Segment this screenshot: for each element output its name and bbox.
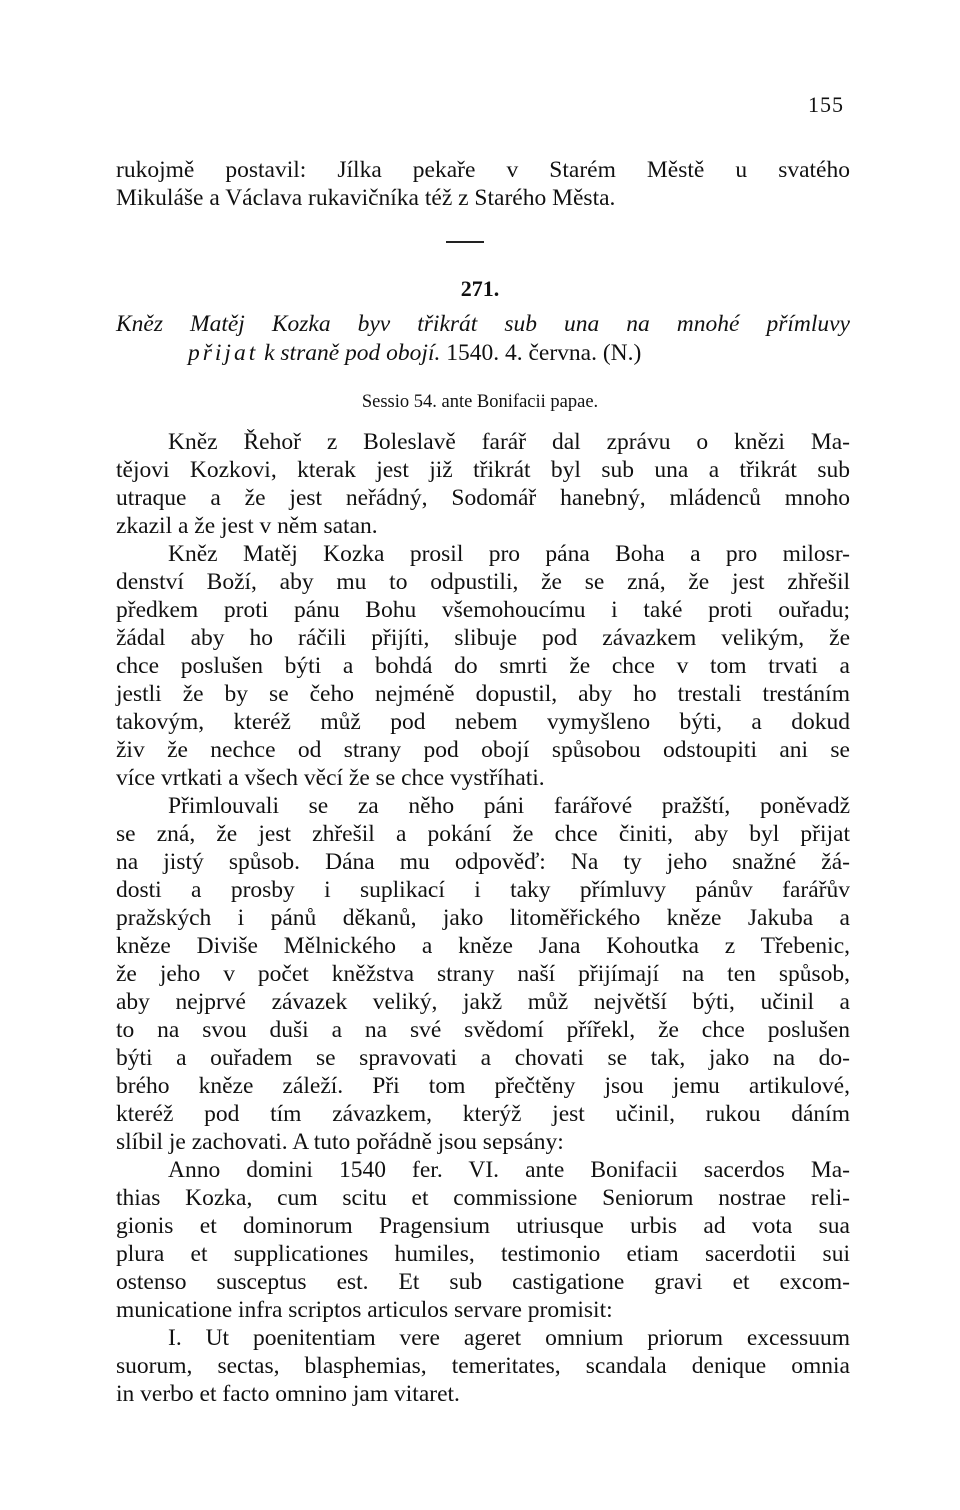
text-line: Kněz Matěj Kozka prosil pro pána Boha a pro milosr- [168,541,850,567]
text-line: že jeho v počet kněžstva strany naší přijímají na ten spůsob, [116,961,850,987]
intro-paragraph [116,156,850,212]
text-line: kněze Diviše Mělnického a kněze Jana Kohoutka z Třebenic, [116,933,850,959]
text-line: na jistý spůsob. Dána mu odpověď: Na ty jeho snažné žá- [116,849,850,875]
text-line: rukojmě postavil: Jílka pekaře v Starém Městě u svatého [116,157,850,183]
text-line: tějovi Kozkovi, kterak jest již třikrát byl sub una a třikrát sub [116,457,850,483]
entry-date: 1540. 4. června. (N.) [446,340,642,366]
text-line: gionis et dominorum Pragensium utriusque urbis ad vota sua [116,1213,850,1239]
text-line: se zná, že jest zhřešil a pokání že chce činiti, aby byl přijat [116,821,850,847]
text-line: býti a ouřadem se spravovati a chovati se tak, jako na do- [116,1045,850,1071]
text-line: thias Kozka, cum scitu et commissione Seniorum nostrae reli- [116,1185,850,1211]
entry-title [116,310,850,368]
text-line: brého kněze záleží. Při tom přečtěny jsou jemu artikulové, [116,1073,850,1099]
entry-number: 271. [460,276,500,301]
text-line: zkazil a že jest v něm satan. [116,513,378,539]
text-line: Mikuláše a Václava rukavičníka též z Starého Města. [116,185,616,211]
text-line: kteréž pod tím závazkem, kterýž jest učinil, rukou dáním [116,1101,850,1127]
entry-title-line [116,339,850,368]
section-divider [446,241,484,243]
text-line: více vrtkati a všech věcí že se chce vystříhati. [116,765,545,791]
text-line: ostenso susceptus est. Et sub castigatione gravi et excom- [116,1269,850,1295]
text-line: Přimlouvali se za něho páni farářové pražští, poněvadž [168,793,850,819]
text-line: utraque a že jest neřádný, Sodomář hanebný, mládenců mnoho [116,485,850,511]
entry-title-italic: k straně pod obojí. [264,340,441,366]
text-line: suorum, sectas, blasphemias, temeritates, scandala denique omnia [116,1353,850,1379]
text-line: slíbil je zachovati. A tuto pořádně jsou sepsány: [116,1129,564,1155]
text-line: jestli že by se čeho nejméně dopustil, aby ho trestali trestáním [116,681,850,707]
text-line: aby nejprvé závazek veliký, jakž můž největší býti, učinil a [116,989,850,1015]
text-line: dosti a prosby i suplikací i taky přímluvy pánův farářův [116,877,850,903]
text-line: denství Boží, aby mu to odpustili, že se zná, že jest zhřešil [116,569,850,595]
text-line: živ že nechce od strany pod obojí spůsobou odstoupiti ani se [116,737,850,763]
text-line: in verbo et facto omnino jam vitaret. [116,1381,460,1407]
text-line: plura et supplicationes humiles, testimonio etiam sacerdotii sui [116,1241,850,1267]
text-line: Kněz Řehoř z Boleslavě farář dal zprávu o knězi Ma- [168,429,850,455]
page-number: 155 [808,92,844,117]
text-line: I. Ut poenitentiam vere ageret omnium priorum excessuum [168,1325,850,1351]
text-line: pražských i pánů děkanů, jako litoměřického kněze Jakuba a [116,905,850,931]
text-line: to na svou duši a na své svědomí přířekl, že chce poslušen [116,1017,850,1043]
session-heading: Sessio 54. ante Bonifacii papae. [361,392,599,412]
text-line: municatione infra scriptos articulos servare promisit: [116,1297,613,1323]
text-line: chce poslušen býti a bohdá do smrti že chce v tom trvati a [116,653,850,679]
text-line: Anno domini 1540 fer. VI. ante Bonifacii sacerdos Ma- [168,1157,850,1183]
text-line: žádal aby ho ráčili přijíti, slibuje pod závazkem velikým, že [116,625,850,651]
text-line: předkem proti pánu Bohu všemohoucímu i také proti ouřadu; [116,597,850,623]
entry-title-line: Kněz Matěj Kozka byv třikrát sub una na mnohé přímluvy [116,311,850,337]
body-text [116,428,850,1408]
entry-title-spaced: přijat [188,340,259,366]
text-line: takovým, kteréž můž pod nebem vymyšleno býti, a dokud [116,709,850,735]
